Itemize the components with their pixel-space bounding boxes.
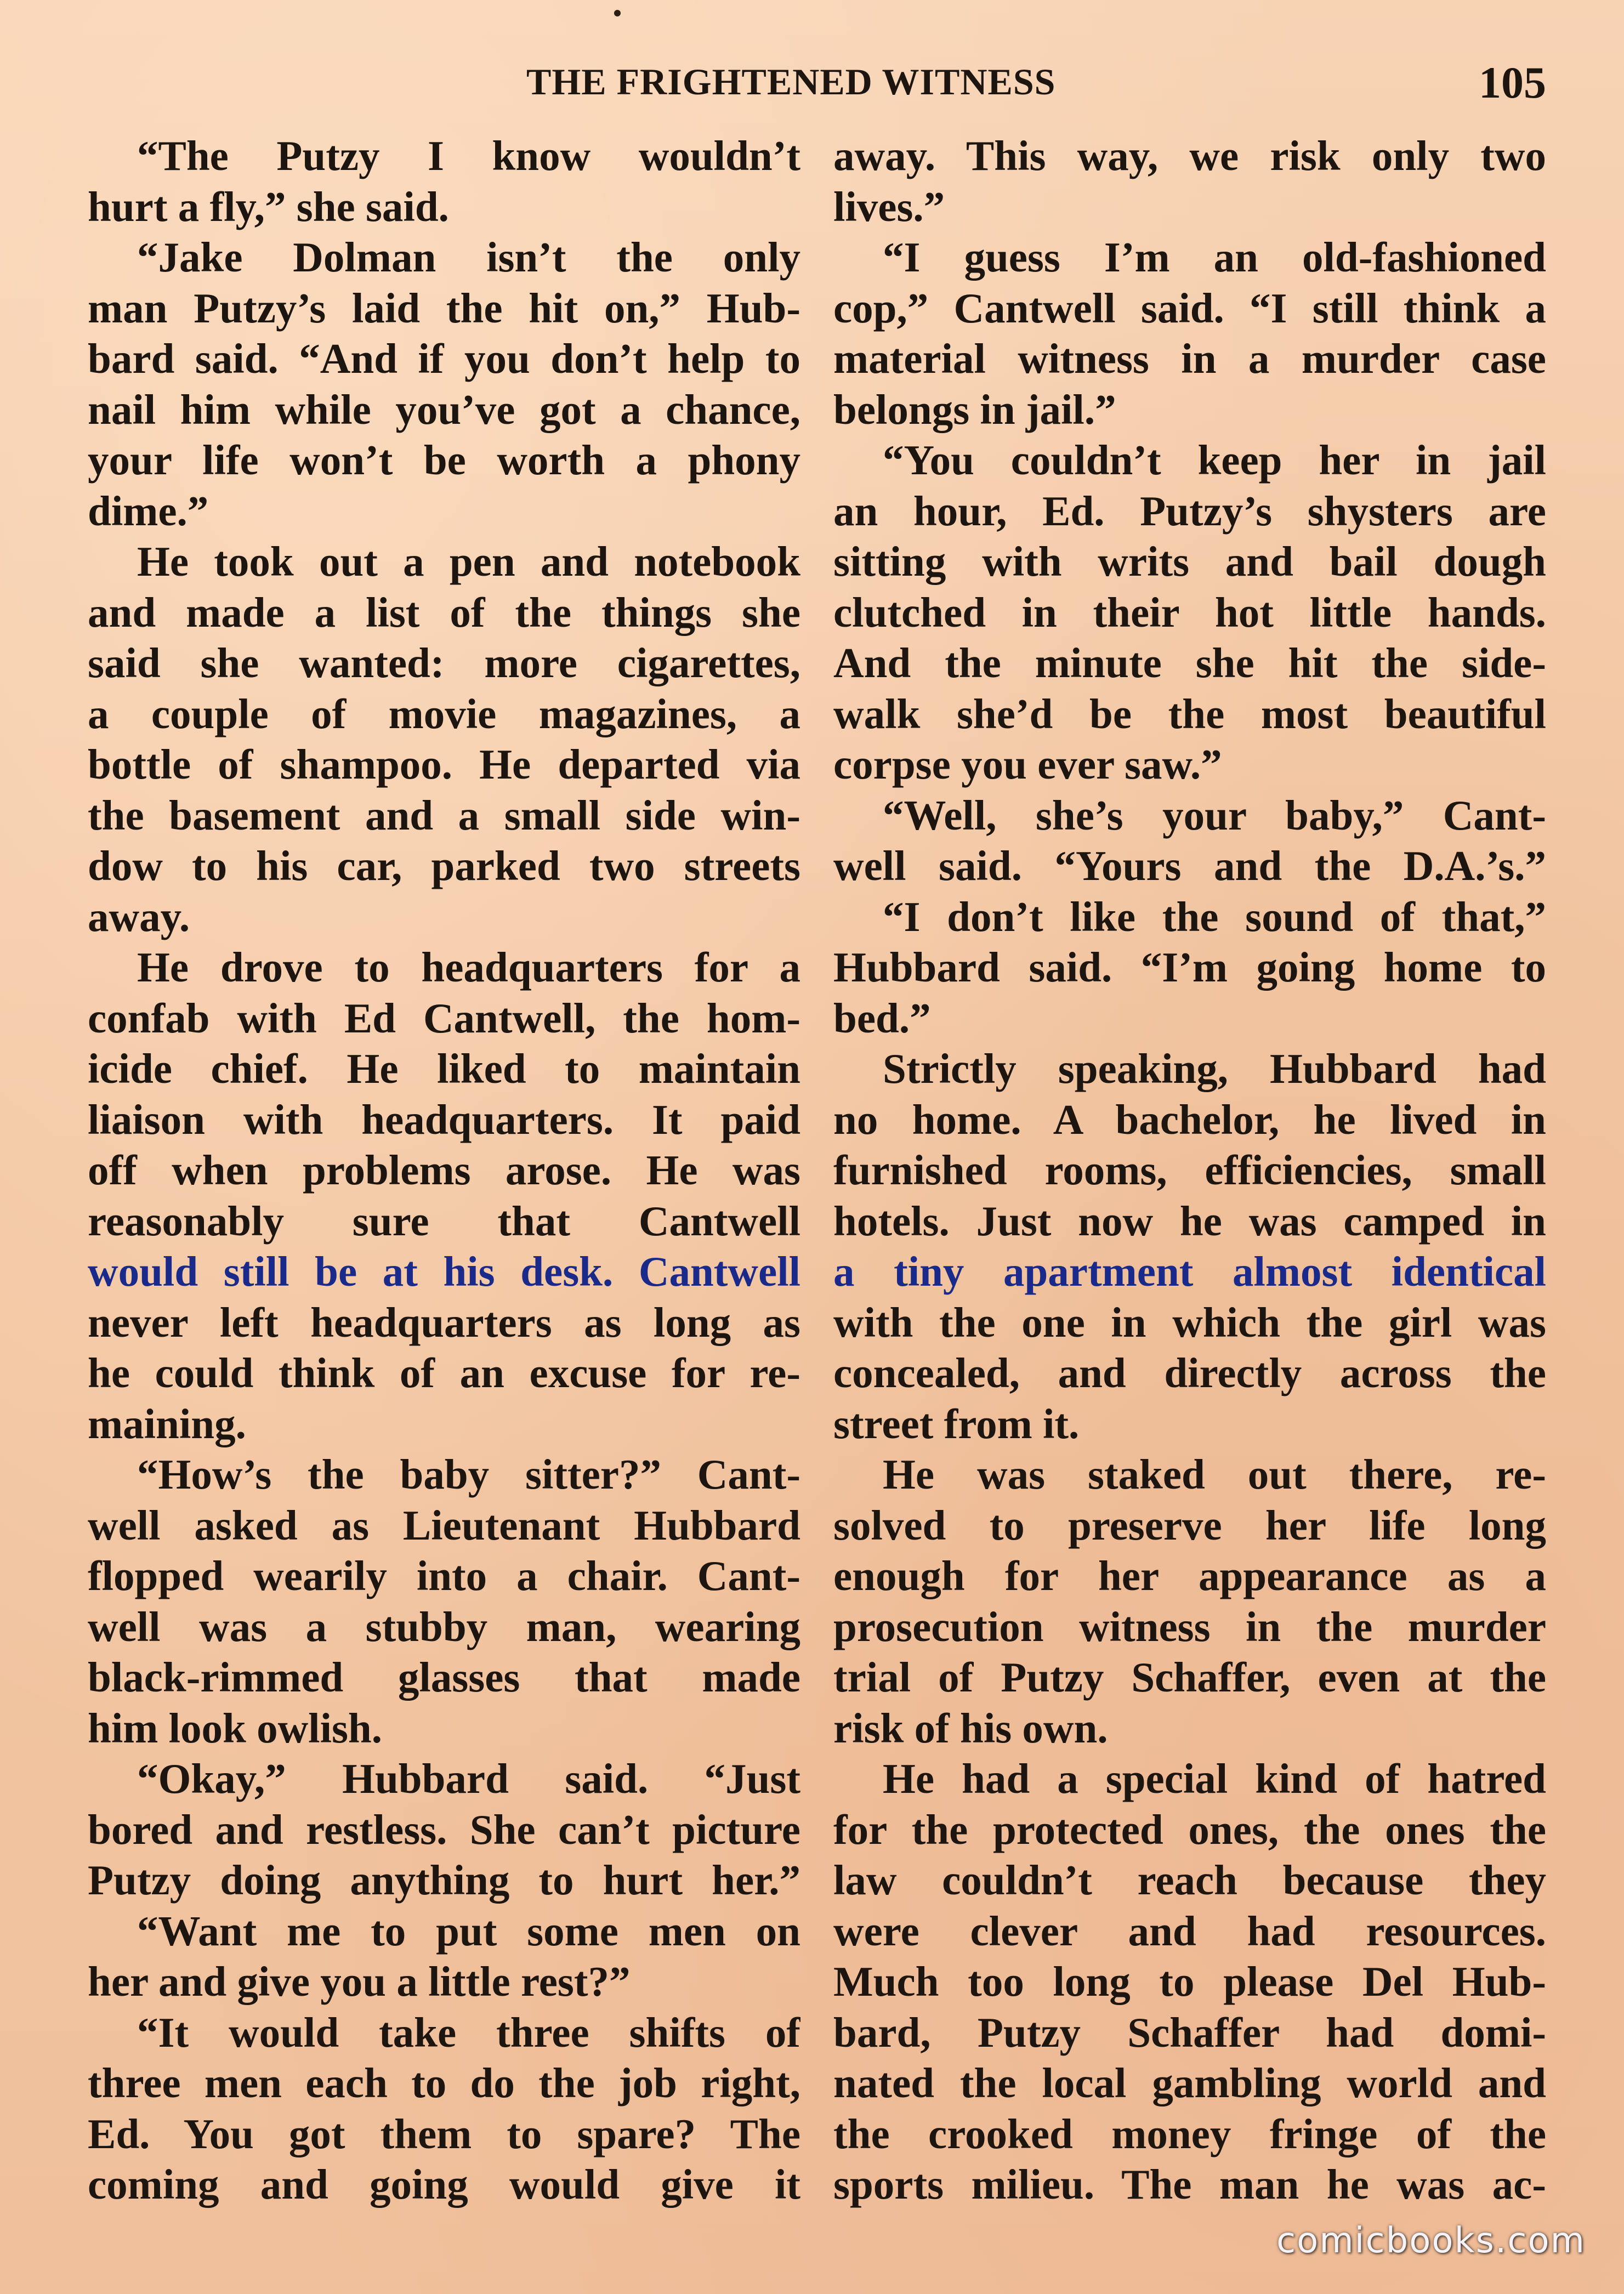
- ink-speck: [614, 10, 621, 16]
- page-header: [526, 60, 1546, 121]
- text-line: man Putzy’s laid the hit on,” Hub-: [88, 284, 800, 332]
- text-line: lives.”: [833, 183, 945, 230]
- text-line: reasonably sure that Cantwell: [88, 1197, 800, 1245]
- text-line: walk she’d be the most beautiful: [833, 690, 1546, 737]
- text-line: icide chief. He liked to maintain: [88, 1045, 800, 1092]
- text-line: “I don’t like the sound of that,”: [883, 893, 1546, 940]
- text-line: He drove to headquarters for a: [137, 944, 800, 991]
- text-line: well was a stubby man, wearing: [88, 1603, 800, 1650]
- text-line: corpse you ever saw.”: [833, 741, 1222, 788]
- text-line: away.: [88, 893, 190, 940]
- text-line: sitting with writs and bail dough: [833, 538, 1546, 585]
- text-line: Putzy doing anything to hurt her.”: [88, 1856, 800, 1904]
- text-line: well said. “Yours and the D.A.’s.”: [833, 842, 1546, 889]
- text-line: “It would take three shifts of: [137, 2008, 800, 2056]
- text-line: said she wanted: more cigarettes,: [88, 639, 800, 686]
- text-line: dow to his car, parked two streets: [88, 842, 800, 889]
- text-line: “The Putzy I know wouldn’t: [137, 132, 800, 179]
- text-line: “How’s the baby sitter?” Cant-: [137, 1451, 800, 1498]
- text-line: would still be at his desk. Cantwell: [88, 1248, 800, 1295]
- text-line: flopped wearily into a chair. Cant-: [88, 1552, 800, 1599]
- text-line: street from it.: [833, 1400, 1080, 1447]
- text-line: And the minute she hit the side-: [833, 639, 1546, 686]
- text-line: three men each to do the job right,: [88, 2059, 800, 2106]
- text-line: Ed. You got them to spare? The: [88, 2110, 800, 2157]
- text-line: “Well, she’s your baby,” Cant-: [883, 791, 1546, 839]
- text-line: Strictly speaking, Hubbard had: [883, 1045, 1546, 1092]
- text-line: Much too long to please Del Hub-: [833, 1958, 1546, 2005]
- site-watermark: comicbooks.com: [1276, 2221, 1586, 2261]
- text-line: furnished rooms, efficiencies, small: [833, 1146, 1546, 1194]
- text-line: “Okay,” Hubbard said. “Just: [137, 1755, 800, 1802]
- text-line: for the protected ones, the ones the: [833, 1805, 1546, 1853]
- text-line: “Jake Dolman isn’t the only: [137, 234, 800, 281]
- text-line: “Want me to put some men on: [137, 1907, 800, 1955]
- text-line: maining.: [88, 1400, 246, 1447]
- text-line: well asked as Lieutenant Hubbard: [88, 1501, 800, 1549]
- text-line: hotels. Just now he was camped in: [833, 1197, 1546, 1245]
- text-line: liaison with headquarters. It paid: [88, 1095, 800, 1143]
- text-line: bed.”: [833, 994, 931, 1042]
- text-line: risk of his own.: [833, 1704, 1108, 1752]
- text-line: bottle of shampoo. He departed via: [88, 741, 800, 788]
- text-line: nail him while you’ve got a chance,: [88, 385, 800, 433]
- text-line: coming and going would give it: [88, 2161, 800, 2208]
- text-line: belongs in jail.”: [833, 385, 1116, 433]
- text-line: hurt a fly,” she said.: [88, 183, 449, 230]
- running-title: THE FRIGHTENED WITNESS: [526, 61, 1056, 103]
- text-line: the basement and a small side win-: [88, 791, 800, 839]
- text-line: He had a special kind of hatred: [883, 1755, 1546, 1802]
- text-line: prosecution witness in the murder: [833, 1603, 1546, 1650]
- text-line: clutched in their hot little hands.: [833, 588, 1546, 636]
- text-line: the crooked money fringe of the: [833, 2110, 1546, 2157]
- text-line: your life won’t be worth a phony: [88, 436, 800, 484]
- text-line: with the one in which the girl was: [833, 1298, 1546, 1346]
- text-line: and made a list of the things she: [88, 588, 800, 636]
- text-line: solved to preserve her life long: [833, 1501, 1546, 1549]
- text-line: trial of Putzy Schaffer, even at the: [833, 1654, 1546, 1701]
- text-line: sports milieu. The man he was ac-: [833, 2161, 1546, 2208]
- text-line: cop,” Cantwell said. “I still think a: [833, 284, 1546, 332]
- text-line: black-rimmed glasses that made: [88, 1654, 800, 1701]
- text-line: off when problems arose. He was: [88, 1146, 800, 1194]
- text-line: bard, Putzy Schaffer had domi-: [833, 2008, 1546, 2056]
- text-line: him look owlish.: [88, 1704, 383, 1752]
- text-line: bored and restless. She can’t picture: [88, 1805, 800, 1853]
- text-line: material witness in a murder case: [833, 335, 1546, 382]
- text-line: law couldn’t reach because they: [833, 1856, 1546, 1904]
- text-line: concealed, and directly across the: [833, 1349, 1546, 1396]
- text-line: no home. A bachelor, he lived in: [833, 1095, 1546, 1143]
- text-line: nated the local gambling world and: [833, 2059, 1546, 2106]
- text-line: a couple of movie magazines, a: [88, 690, 800, 737]
- left-text-column: [88, 130, 800, 2210]
- text-line: he could think of an excuse for re-: [88, 1349, 800, 1396]
- text-line: “I guess I’m an old-fashioned: [883, 234, 1546, 281]
- text-line: He took out a pen and notebook: [137, 538, 800, 585]
- text-line: an hour, Ed. Putzy’s shysters are: [833, 487, 1546, 535]
- text-line: dime.”: [88, 487, 209, 535]
- text-line: a tiny apartment almost identical: [833, 1248, 1546, 1295]
- text-line: He was staked out there, re-: [883, 1451, 1546, 1498]
- text-line: her and give you a little rest?”: [88, 1958, 631, 2005]
- text-line: Hubbard said. “I’m going home to: [833, 944, 1546, 991]
- page-number: 105: [1479, 58, 1546, 107]
- text-line: never left headquarters as long as: [88, 1298, 800, 1346]
- right-text-column: [833, 130, 1546, 2210]
- text-line: away. This way, we risk only two: [833, 132, 1546, 179]
- text-line: enough for her appearance as a: [833, 1552, 1546, 1599]
- text-line: were clever and had resources.: [833, 1907, 1546, 1955]
- text-line: bard said. “And if you don’t help to: [88, 335, 800, 382]
- text-line: confab with Ed Cantwell, the hom-: [88, 994, 800, 1042]
- text-line: “You couldn’t keep her in jail: [883, 436, 1546, 484]
